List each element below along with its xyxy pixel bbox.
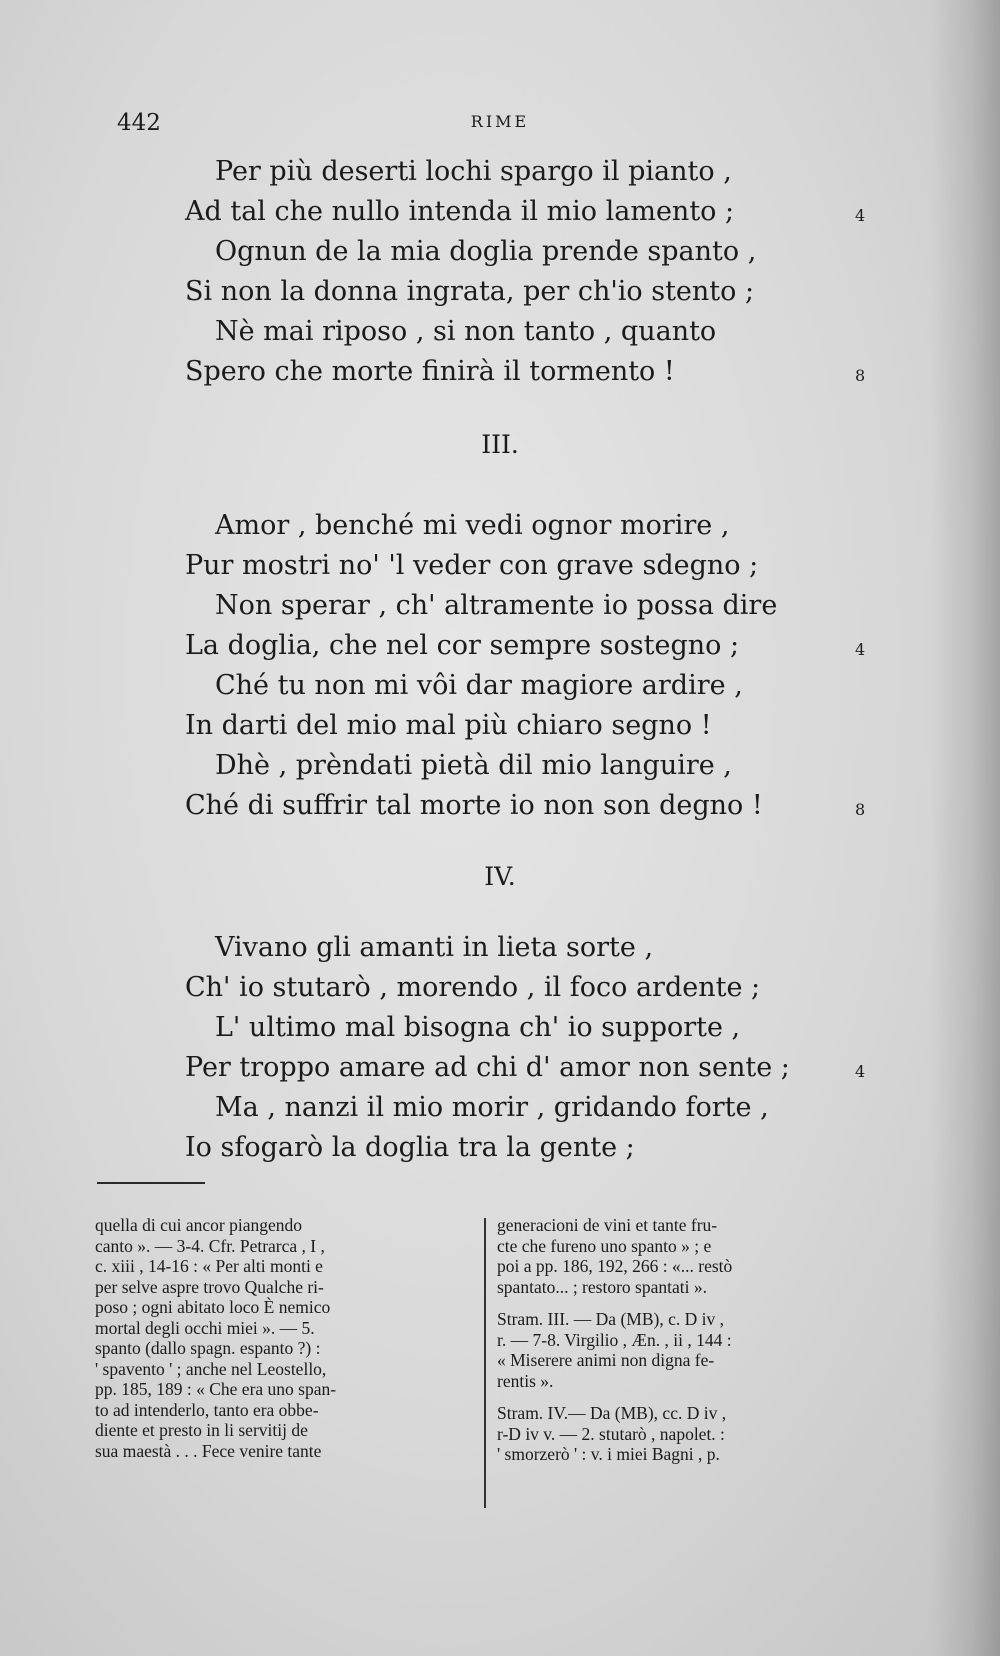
verse-line: Vivano gli amanti in lieta sorte , (215, 932, 654, 963)
footnote-line: cte che fureno uno spanto » ; e (497, 1235, 712, 1256)
running-head: RIME (470, 112, 530, 131)
footnote-line: per selve aspre trovo Qualche ri- (95, 1276, 324, 1297)
stanza-heading-iii: III. (481, 430, 519, 459)
footnote-line: Stram. IV.— Da (MB), cc. D iv , (497, 1403, 727, 1423)
verse-line: Pur mostri no' 'l veder con grave sdegno ; (185, 550, 759, 581)
footnote-line: canto ». — 3-4. Cfr. Petrarca , I , (95, 1235, 325, 1256)
footnote-line: spantato... ; restoro spantati ». (497, 1276, 707, 1297)
footnote-line: poi a pp. 186, 192, 266 : «... restò (497, 1256, 733, 1276)
verse-line: Amor , benché mi vedi ognor morire , (215, 510, 730, 541)
footnote-line: generacioni de vini et tante fru- (497, 1215, 718, 1235)
footnote-rule (97, 1182, 205, 1184)
verse-line: Spero che morte finirà il tormento ! (185, 356, 675, 387)
verse-line: Ché tu non mi vôi dar magiore ardire , (215, 670, 743, 701)
footnotes-left-column (95, 1215, 475, 1461)
footnote-line: r-D iv v. — 2. stutarò , napolet. : (497, 1423, 725, 1444)
footnote-line: poso ; ogni abitato loco È nemico (95, 1297, 331, 1317)
footnote-line: mortal degli occhi miei ». — 5. (95, 1317, 315, 1338)
verse-line: Per troppo amare ad chi d' amor non sente ; (185, 1052, 790, 1083)
verse-line: Ma , nanzi il mio morir , gridando forte , (215, 1092, 769, 1123)
line-number: 8 (855, 366, 866, 385)
verse-line: Si non la donna ingrata, per ch'io stento ; (185, 276, 755, 307)
page-number: 442 (117, 110, 161, 136)
verse-line: Ch' io stutarò , morendo , il foco ardente ; (185, 972, 761, 1003)
verse-line: Dhè , prèndati pietà dil mio languire , (215, 750, 732, 781)
line-number: 8 (855, 800, 866, 819)
verse-line: Nè mai riposo , si non tanto , quanto (215, 316, 717, 347)
footnote-line: Stram. III. — Da (MB), c. D iv , (497, 1309, 724, 1329)
stanza-heading-iv: IV. (484, 862, 516, 891)
footnote-line: diente et presto in li servitij de (95, 1420, 308, 1440)
line-number: 4 (855, 206, 866, 225)
verse-line: Per più deserti lochi spargo il pianto , (215, 156, 732, 187)
footnote-line: c. xiii , 14-16 : « Per alti monti e (95, 1256, 323, 1276)
footnote-line: « Miserere animi non digna fe- (497, 1350, 715, 1370)
footnote-line: ' spavento ' ; anche nel Leostello, (95, 1358, 327, 1379)
footnote-line: r. — 7-8. Virgilio , Æn. , ii , 144 : (497, 1329, 732, 1350)
verse-line: Ad tal che nullo intenda il mio lamento ; (185, 196, 735, 227)
footnote-line: pp. 185, 189 : « Che era uno span- (95, 1379, 337, 1399)
footnote-line: sua maestà . . . Fece venire tante (95, 1440, 322, 1461)
verse-line: La doglia, che nel cor sempre sostegno ; (185, 630, 740, 661)
page-edge-shadow (930, 0, 1000, 1656)
footnote-line: quella di cui ancor piangendo (95, 1215, 303, 1235)
footnote-column-divider (484, 1218, 486, 1508)
verse-line: Io sfogarò la doglia tra la gente ; (185, 1132, 635, 1163)
footnote-line: to ad intenderlo, tanto era obbe- (95, 1399, 319, 1420)
footnote-line: ' smorzerò ' : v. i miei Bagni , p. (497, 1444, 720, 1464)
verse-line: Ognun de la mia doglia prende spanto , (215, 236, 757, 267)
verse-line: Non sperar , ch' altramente io possa dire (215, 590, 778, 621)
footnote-line: spanto (dallo spagn. espanto ?) : (95, 1338, 321, 1358)
line-number: 4 (855, 640, 866, 659)
verse-line: In darti del mio mal più chiaro segno ! (185, 710, 712, 741)
verse-line: Ché di suffrir tal morte io non son degno ! (185, 790, 763, 821)
footnotes-right-column (497, 1215, 887, 1465)
verse-line: L' ultimo mal bisogna ch' io supporte , (215, 1012, 741, 1043)
footnote-line: rentis ». (497, 1370, 554, 1391)
line-number: 4 (855, 1062, 866, 1081)
